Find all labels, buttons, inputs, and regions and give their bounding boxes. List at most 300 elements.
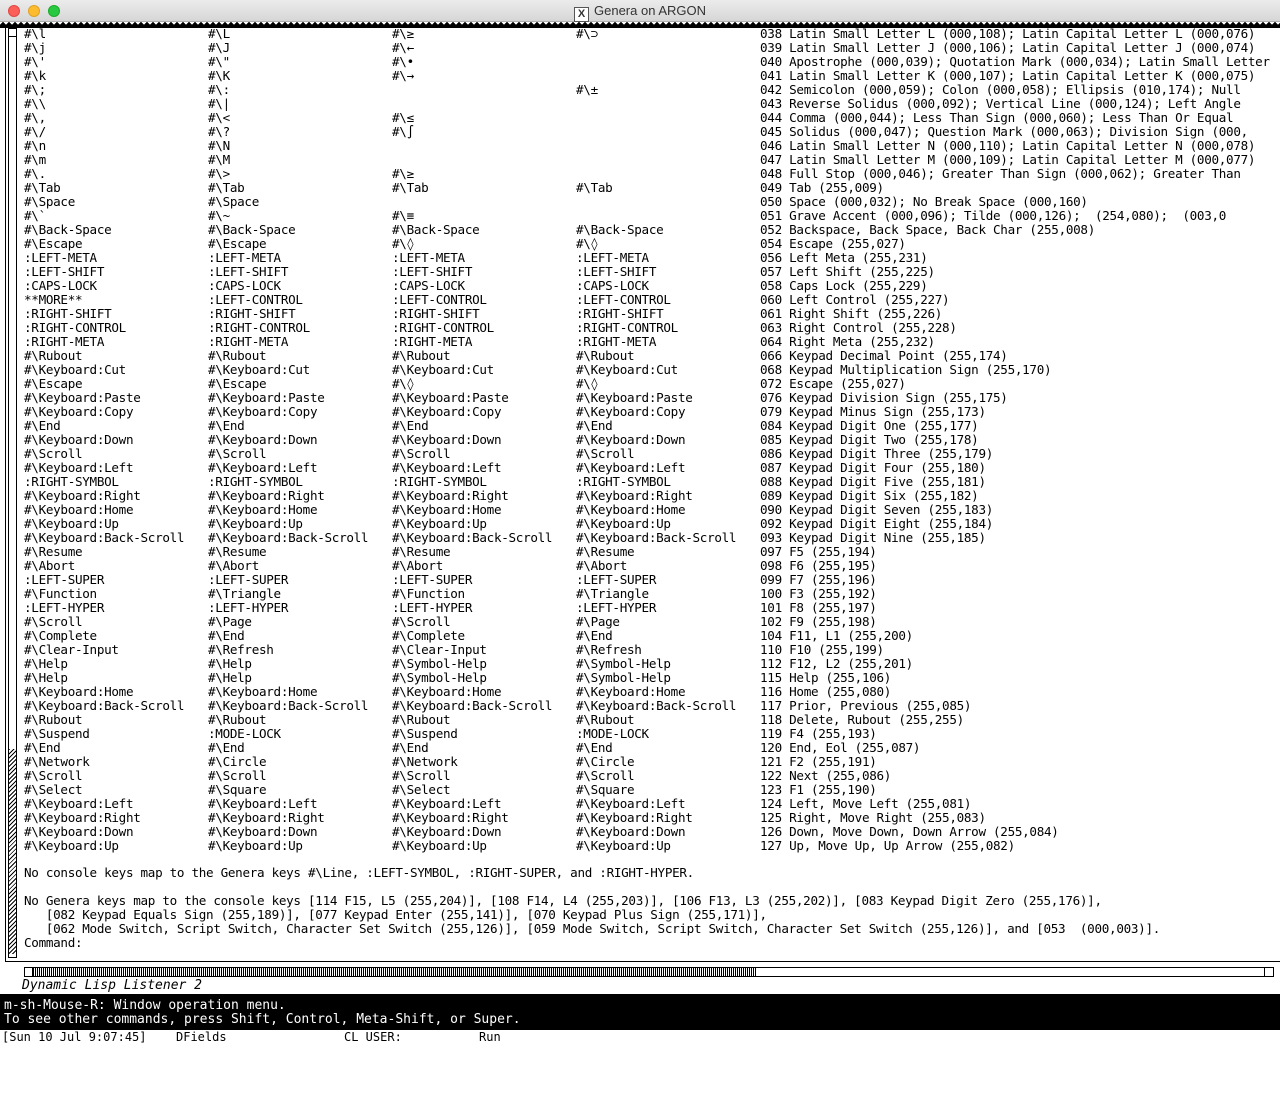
table-row[interactable]: [24, 223, 1280, 237]
plain-key-cell: #\n: [24, 139, 46, 153]
symbol-shift-key-cell: #\Keyboard:Back-Scroll: [576, 531, 737, 545]
command-prompt[interactable]: Command:: [24, 935, 83, 950]
symbol-shift-key-cell: :LEFT-SHIFT: [576, 265, 657, 279]
plain-key-cell: #\Keyboard:Copy: [24, 405, 134, 419]
plain-key-cell: #\Scroll: [24, 769, 83, 783]
table-row[interactable]: [24, 167, 1280, 181]
shift-key-cell: #\Keyboard:Back-Scroll: [208, 531, 369, 545]
shift-key-cell: #\Scroll: [208, 447, 267, 461]
table-row[interactable]: [24, 713, 1280, 727]
table-row[interactable]: [24, 209, 1280, 223]
symbol-key-cell: #\Symbol-Help: [392, 671, 487, 685]
table-row[interactable]: [24, 741, 1280, 755]
plain-key-cell: #\Keyboard:Back-Scroll: [24, 531, 185, 545]
symbol-key-cell: :CAPS-LOCK: [392, 279, 465, 293]
shift-key-cell: :RIGHT-CONTROL: [208, 321, 310, 335]
plain-key-cell: #\.: [24, 167, 46, 181]
title-bar[interactable]: [0, 0, 1280, 22]
plain-key-cell: :RIGHT-META: [24, 335, 105, 349]
table-row[interactable]: [24, 545, 1280, 559]
plain-key-cell: #\Keyboard:Home: [24, 685, 134, 699]
shift-key-cell: :LEFT-SUPER: [208, 573, 289, 587]
table-row[interactable]: [24, 97, 1280, 111]
console-key-cell: 116 Home (255,080): [760, 685, 892, 699]
shift-key-cell: #\|: [208, 97, 230, 111]
symbol-key-cell: #\∫: [392, 125, 414, 139]
symbol-key-cell: #\Keyboard:Left: [392, 797, 502, 811]
scroll-top-box[interactable]: [9, 29, 16, 37]
plain-key-cell: #\Keyboard:Left: [24, 461, 134, 475]
shift-key-cell: :LEFT-HYPER: [208, 601, 289, 615]
console-key-cell: 064 Right Meta (255,232): [760, 335, 935, 349]
console-key-cell: 118 Delete, Rubout (255,255): [760, 713, 964, 727]
shift-key-cell: #\End: [208, 419, 245, 433]
console-key-cell: 110 F10 (255,199): [760, 643, 884, 657]
symbol-shift-key-cell: #\Tab: [576, 181, 613, 195]
table-row[interactable]: [24, 475, 1280, 489]
window-title-text: Genera on ARGON: [594, 3, 706, 18]
mouse-doc-line-2: To see other commands, press Shift, Control, Meta-Shift, or Super.: [4, 1012, 521, 1027]
status-line: [0, 1030, 1280, 1046]
symbol-key-cell: #\End: [392, 419, 429, 433]
console-key-cell: 085 Keypad Digit Two (255,178): [760, 433, 979, 447]
symbol-shift-key-cell: #\Scroll: [576, 447, 635, 461]
table-row[interactable]: [24, 657, 1280, 671]
symbol-shift-key-cell: :RIGHT-SYMBOL: [576, 475, 671, 489]
symbol-shift-key-cell: :LEFT-HYPER: [576, 601, 657, 615]
console-key-cell: 124 Left, Move Left (255,081): [760, 797, 972, 811]
table-row[interactable]: [24, 769, 1280, 783]
console-key-cell: 049 Tab (255,009): [760, 181, 884, 195]
shift-key-cell: #\Help: [208, 671, 252, 685]
symbol-shift-key-cell: #\Keyboard:Back-Scroll: [576, 699, 737, 713]
table-row[interactable]: [24, 195, 1280, 209]
console-key-cell: 047 Latin Small Letter M (000,109); Latin Capital Letter M (000,077): [760, 153, 1256, 167]
table-row[interactable]: [24, 797, 1280, 811]
plain-key-cell: #\Help: [24, 657, 68, 671]
table-row[interactable]: [24, 601, 1280, 615]
symbol-shift-key-cell: #\Keyboard:Cut: [576, 363, 678, 377]
console-key-cell: 099 F7 (255,196): [760, 573, 877, 587]
console-key-cell: 042 Semicolon (000,059); Colon (000,058); Ellipsis (010,174); Null: [760, 83, 1241, 97]
table-row[interactable]: [24, 447, 1280, 461]
symbol-key-cell: #\→: [392, 69, 414, 83]
plain-key-cell: #\k: [24, 69, 46, 83]
plain-key-cell: #\Select: [24, 783, 83, 797]
table-row[interactable]: [24, 419, 1280, 433]
console-key-cell: 043 Reverse Solidus (000,092); Vertical Line (000,124); Left Angle: [760, 97, 1241, 111]
key-mapping-table: [24, 27, 1280, 853]
symbol-key-cell: #\Keyboard:Cut: [392, 363, 494, 377]
table-row[interactable]: [24, 811, 1280, 825]
shift-key-cell: #\Back-Space: [208, 223, 296, 237]
symbol-shift-key-cell: #\Keyboard:Copy: [576, 405, 686, 419]
plain-key-cell: #\Keyboard:Cut: [24, 363, 126, 377]
shift-key-cell: #\?: [208, 125, 230, 139]
console-key-cell: 121 F2 (255,191): [760, 755, 877, 769]
horizontal-scrollbar[interactable]: [24, 967, 1274, 977]
symbol-key-cell: #\Keyboard:Paste: [392, 391, 509, 405]
table-row[interactable]: [24, 251, 1280, 265]
table-row[interactable]: [24, 125, 1280, 139]
console-key-cell: 052 Backspace, Back Space, Back Char (255,008): [760, 223, 1095, 237]
symbol-shift-key-cell: #\±: [576, 83, 598, 97]
symbol-shift-key-cell: #\Symbol-Help: [576, 671, 671, 685]
symbol-key-cell: #\≡: [392, 209, 414, 223]
plain-key-cell: #\m: [24, 153, 46, 167]
plain-key-cell: #\Keyboard:Paste: [24, 391, 141, 405]
console-key-cell: 063 Right Control (255,228): [760, 321, 957, 335]
symbol-key-cell: #\≥: [392, 167, 414, 181]
console-key-cell: 117 Prior, Previous (255,085): [760, 699, 972, 713]
shift-key-cell: #\K: [208, 69, 230, 83]
shift-key-cell: #\Page: [208, 615, 252, 629]
console-key-cell: 050 Space (000,032); No Break Space (000,160): [760, 195, 1088, 209]
symbol-shift-key-cell: #\◊: [576, 237, 598, 251]
table-row[interactable]: [24, 293, 1280, 307]
plain-key-cell: #\Keyboard:Down: [24, 825, 134, 839]
shift-key-cell: #\:: [208, 83, 230, 97]
table-row[interactable]: [24, 307, 1280, 321]
table-row[interactable]: [24, 489, 1280, 503]
table-row[interactable]: [24, 699, 1280, 713]
symbol-shift-key-cell: #\Circle: [576, 755, 635, 769]
table-row[interactable]: [24, 503, 1280, 517]
plain-key-cell: #\Escape: [24, 237, 83, 251]
plain-key-cell: :LEFT-HYPER: [24, 601, 105, 615]
plain-key-cell: #\Keyboard:Down: [24, 433, 134, 447]
symbol-shift-key-cell: #\Keyboard:Right: [576, 811, 693, 825]
symbol-key-cell: #\Scroll: [392, 769, 451, 783]
symbol-shift-key-cell: #\Abort: [576, 559, 627, 573]
console-key-cell: 092 Keypad Digit Eight (255,184): [760, 517, 994, 531]
plain-key-cell: #\Back-Space: [24, 223, 112, 237]
symbol-key-cell: #\≥: [392, 27, 414, 41]
plain-key-cell: :LEFT-SHIFT: [24, 265, 105, 279]
scroll-right-box[interactable]: [1264, 968, 1273, 976]
plain-key-cell: #\\: [24, 97, 46, 111]
shift-key-cell: #\M: [208, 153, 230, 167]
shift-key-cell: #\Help: [208, 657, 252, 671]
shift-key-cell: #\Keyboard:Up: [208, 517, 303, 531]
shift-key-cell: #\>: [208, 167, 230, 181]
symbol-shift-key-cell: :LEFT-CONTROL: [576, 293, 671, 307]
shift-key-cell: #\Keyboard:Cut: [208, 363, 310, 377]
symbol-key-cell: #\End: [392, 741, 429, 755]
console-key-cell: 046 Latin Small Letter N (000,110); Latin Capital Letter N (000,078): [760, 139, 1256, 153]
symbol-key-cell: #\Abort: [392, 559, 443, 573]
x11-icon: X: [574, 7, 589, 22]
console-key-cell: 056 Left Meta (255,231): [760, 251, 928, 265]
shift-key-cell: #\Keyboard:Home: [208, 503, 318, 517]
plain-key-cell: #\l: [24, 27, 46, 41]
table-row[interactable]: [24, 349, 1280, 363]
table-row[interactable]: [24, 335, 1280, 349]
console-key-cell: 045 Solidus (000,047); Question Mark (000,063); Division Sign (000,: [760, 125, 1248, 139]
console-key-cell: 100 F3 (255,192): [760, 587, 877, 601]
table-row[interactable]: [24, 517, 1280, 531]
console-key-cell: 122 Next (255,086): [760, 769, 892, 783]
symbol-key-cell: :RIGHT-SHIFT: [392, 307, 480, 321]
plain-key-cell: #\Function: [24, 587, 97, 601]
console-key-cell: 093 Keypad Digit Nine (255,185): [760, 531, 986, 545]
shift-key-cell: :RIGHT-SHIFT: [208, 307, 296, 321]
table-row[interactable]: [24, 461, 1280, 475]
vertical-scroll-thumb[interactable]: [9, 749, 16, 954]
plain-key-cell: #\Tab: [24, 181, 61, 195]
window-label: Dynamic Lisp Listener 2: [22, 978, 203, 993]
symbol-shift-key-cell: #\Keyboard:Home: [576, 503, 686, 517]
shift-key-cell: #\Keyboard:Copy: [208, 405, 318, 419]
table-row[interactable]: [24, 783, 1280, 797]
symbol-shift-key-cell: #\Keyboard:Paste: [576, 391, 693, 405]
horizontal-scroll-thumb[interactable]: [33, 968, 757, 976]
table-row[interactable]: [24, 153, 1280, 167]
console-key-cell: 126 Down, Move Down, Down Arrow (255,084): [760, 825, 1059, 839]
symbol-key-cell: #\Scroll: [392, 615, 451, 629]
shift-key-cell: :MODE-LOCK: [208, 727, 281, 741]
plain-key-cell: #\': [24, 55, 46, 69]
symbol-key-cell: :RIGHT-SYMBOL: [392, 475, 487, 489]
shift-key-cell: #\Resume: [208, 545, 267, 559]
console-key-cell: 112 F12, L2 (255,201): [760, 657, 913, 671]
symbol-key-cell: #\Rubout: [392, 713, 451, 727]
symbol-key-cell: #\Keyboard:Back-Scroll: [392, 699, 553, 713]
plain-key-cell: #\Rubout: [24, 713, 83, 727]
plain-key-cell: #\Escape: [24, 377, 83, 391]
symbol-key-cell: #\Keyboard:Back-Scroll: [392, 531, 553, 545]
table-row[interactable]: [24, 27, 1280, 41]
shift-key-cell: #\Tab: [208, 181, 245, 195]
console-key-cell: 040 Apostrophe (000,039); Quotation Mark (000,034); Latin Small Letter: [760, 55, 1270, 69]
shift-key-cell: #\Keyboard:Up: [208, 839, 303, 853]
window-title: [0, 0, 1280, 22]
console-key-cell: 061 Right Shift (255,226): [760, 307, 943, 321]
symbol-shift-key-cell: #\⊃: [576, 27, 598, 41]
symbol-shift-key-cell: #\End: [576, 741, 613, 755]
symbol-shift-key-cell: :RIGHT-SHIFT: [576, 307, 664, 321]
plain-key-cell: #\Resume: [24, 545, 83, 559]
table-row[interactable]: [24, 111, 1280, 125]
table-row[interactable]: [24, 587, 1280, 601]
console-key-cell: 097 F5 (255,194): [760, 545, 877, 559]
no-console-keys-message: No console keys map to the Genera keys #\Line, :LEFT-SYMBOL, :RIGHT-SUPER, and :RIGHT-HYPER.: [24, 865, 694, 880]
plain-key-cell: #\Keyboard:Right: [24, 489, 141, 503]
shift-key-cell: #\Scroll: [208, 769, 267, 783]
console-key-cell: 087 Keypad Digit Four (255,180): [760, 461, 986, 475]
shift-key-cell: #\J: [208, 41, 230, 55]
symbol-key-cell: #\◊: [392, 377, 414, 391]
console-key-cell: 060 Left Control (255,227): [760, 293, 950, 307]
symbol-key-cell: #\Symbol-Help: [392, 657, 487, 671]
table-row[interactable]: [24, 41, 1280, 55]
status-user: CL USER:: [344, 1030, 402, 1044]
shift-key-cell: #\Keyboard:Left: [208, 797, 318, 811]
console-key-cell: 089 Keypad Digit Six (255,182): [760, 489, 979, 503]
symbol-key-cell: #\Suspend: [392, 727, 458, 741]
symbol-key-cell: #\Keyboard:Home: [392, 503, 502, 517]
symbol-key-cell: #\Resume: [392, 545, 451, 559]
plain-key-cell: #\Clear-Input: [24, 643, 119, 657]
table-row[interactable]: [24, 55, 1280, 69]
shift-key-cell: #\Escape: [208, 237, 267, 251]
table-row[interactable]: [24, 279, 1280, 293]
symbol-key-cell: :RIGHT-CONTROL: [392, 321, 494, 335]
console-key-cell: 086 Keypad Digit Three (255,179): [760, 447, 994, 461]
console-key-cell: 123 F1 (255,190): [760, 783, 877, 797]
shift-key-cell: #\Keyboard:Down: [208, 825, 318, 839]
symbol-key-cell: :LEFT-HYPER: [392, 601, 473, 615]
plain-key-cell: #\Keyboard:Back-Scroll: [24, 699, 185, 713]
shift-key-cell: #\Triangle: [208, 587, 281, 601]
table-row[interactable]: [24, 69, 1280, 83]
plain-key-cell: :RIGHT-SHIFT: [24, 307, 112, 321]
shift-key-cell: :LEFT-SHIFT: [208, 265, 289, 279]
table-row[interactable]: [24, 531, 1280, 545]
table-row[interactable]: [24, 755, 1280, 769]
table-row[interactable]: [24, 643, 1280, 657]
console-key-cell: 127 Up, Move Up, Up Arrow (255,082): [760, 839, 1015, 853]
console-key-cell: 120 End, Eol (255,087): [760, 741, 921, 755]
symbol-key-cell: :LEFT-SHIFT: [392, 265, 473, 279]
symbol-shift-key-cell: #\Triangle: [576, 587, 649, 601]
symbol-key-cell: :LEFT-SUPER: [392, 573, 473, 587]
symbol-key-cell: #\Keyboard:Left: [392, 461, 502, 475]
plain-key-cell: :CAPS-LOCK: [24, 279, 97, 293]
plain-key-cell: :LEFT-SUPER: [24, 573, 105, 587]
symbol-key-cell: #\Select: [392, 783, 451, 797]
plain-key-cell: #\Scroll: [24, 615, 83, 629]
table-row[interactable]: [24, 629, 1280, 643]
table-row[interactable]: [24, 405, 1280, 419]
symbol-shift-key-cell: #\Keyboard:Left: [576, 461, 686, 475]
console-key-cell: 041 Latin Small Letter K (000,107); Latin Capital Letter K (000,075): [760, 69, 1256, 83]
symbol-shift-key-cell: #\Scroll: [576, 769, 635, 783]
symbol-shift-key-cell: :CAPS-LOCK: [576, 279, 649, 293]
console-key-cell: 104 F11, L1 (255,200): [760, 629, 913, 643]
shift-key-cell: #\End: [208, 629, 245, 643]
shift-key-cell: :LEFT-META: [208, 251, 281, 265]
scroll-left-box[interactable]: [25, 968, 33, 976]
table-row[interactable]: [24, 83, 1280, 97]
symbol-shift-key-cell: #\Page: [576, 615, 620, 629]
status-state: Run: [479, 1030, 501, 1044]
shift-key-cell: #\Keyboard:Right: [208, 811, 325, 825]
symbol-shift-key-cell: #\Keyboard:Home: [576, 685, 686, 699]
symbol-key-cell: #\Keyboard:Right: [392, 811, 509, 825]
symbol-key-cell: #\Network: [392, 755, 458, 769]
console-key-cell: 090 Keypad Digit Seven (255,183): [760, 503, 994, 517]
console-key-cell: 044 Comma (000,044); Less Than Sign (000,060); Less Than Or Equal: [760, 111, 1234, 125]
table-row[interactable]: [24, 825, 1280, 839]
console-key-cell: 119 F4 (255,193): [760, 727, 877, 741]
table-row[interactable]: [24, 391, 1280, 405]
status-package: DFields: [176, 1030, 227, 1044]
table-row[interactable]: [24, 839, 1280, 853]
symbol-shift-key-cell: #\Rubout: [576, 349, 635, 363]
table-row[interactable]: [24, 321, 1280, 335]
plain-key-cell: #\Suspend: [24, 727, 90, 741]
symbol-key-cell: :LEFT-META: [392, 251, 465, 265]
console-key-cell: 058 Caps Lock (255,229): [760, 279, 928, 293]
table-row[interactable]: [24, 615, 1280, 629]
symbol-shift-key-cell: #\Resume: [576, 545, 635, 559]
symbol-key-cell: #\•: [392, 55, 414, 69]
symbol-shift-key-cell: :RIGHT-META: [576, 335, 657, 349]
table-row[interactable]: [24, 433, 1280, 447]
symbol-key-cell: :LEFT-CONTROL: [392, 293, 487, 307]
shift-key-cell: :RIGHT-META: [208, 335, 289, 349]
symbol-key-cell: #\Clear-Input: [392, 643, 487, 657]
shift-key-cell: #\Refresh: [208, 643, 274, 657]
table-row[interactable]: [24, 727, 1280, 741]
symbol-shift-key-cell: #\Keyboard:Up: [576, 839, 671, 853]
table-row[interactable]: [24, 237, 1280, 251]
table-row[interactable]: [24, 377, 1280, 391]
symbol-shift-key-cell: #\Keyboard:Up: [576, 517, 671, 531]
symbol-shift-key-cell: :RIGHT-CONTROL: [576, 321, 678, 335]
plain-key-cell: #\/: [24, 125, 46, 139]
shift-key-cell: #\Keyboard:Paste: [208, 391, 325, 405]
table-row[interactable]: [24, 671, 1280, 685]
no-genera-keys-message-line-3: [062 Mode Switch, Script Switch, Character Set Switch (255,126)], [059 Mode Switch, Script Switch, Character Set Switch (255,126)], and [053 (000,003)].: [24, 921, 1161, 936]
console-key-cell: 057 Left Shift (255,225): [760, 265, 935, 279]
plain-key-cell: #\Keyboard:Left: [24, 797, 134, 811]
shift-key-cell: #\Rubout: [208, 713, 267, 727]
symbol-key-cell: #\≤: [392, 111, 414, 125]
shift-key-cell: :LEFT-CONTROL: [208, 293, 303, 307]
symbol-shift-key-cell: #\Rubout: [576, 713, 635, 727]
table-row[interactable]: [24, 363, 1280, 377]
symbol-key-cell: #\Function: [392, 587, 465, 601]
status-date: [Sun 10 Jul 9:07:45]: [2, 1030, 147, 1044]
console-key-cell: 098 F6 (255,195): [760, 559, 877, 573]
symbol-key-cell: :RIGHT-META: [392, 335, 473, 349]
table-row[interactable]: [24, 559, 1280, 573]
plain-key-cell: :RIGHT-SYMBOL: [24, 475, 119, 489]
table-row[interactable]: [24, 265, 1280, 279]
plain-key-cell: #\Space: [24, 195, 75, 209]
shift-key-cell: :CAPS-LOCK: [208, 279, 281, 293]
table-row[interactable]: [24, 181, 1280, 195]
symbol-shift-key-cell: #\Keyboard:Right: [576, 489, 693, 503]
plain-key-cell: #\End: [24, 419, 61, 433]
shift-key-cell: #\End: [208, 741, 245, 755]
symbol-key-cell: #\Keyboard:Home: [392, 685, 502, 699]
plain-key-cell: #\Scroll: [24, 447, 83, 461]
symbol-key-cell: #\Keyboard:Down: [392, 433, 502, 447]
mouse-doc-line-1: m-sh-Mouse-R: Window operation menu.: [4, 998, 286, 1013]
symbol-key-cell: #\Keyboard:Up: [392, 517, 487, 531]
table-row[interactable]: [24, 573, 1280, 587]
table-row[interactable]: [24, 139, 1280, 153]
console-key-cell: 102 F9 (255,198): [760, 615, 877, 629]
symbol-shift-key-cell: #\Keyboard:Down: [576, 825, 686, 839]
shift-key-cell: #\Square: [208, 783, 267, 797]
symbol-shift-key-cell: #\End: [576, 419, 613, 433]
symbol-key-cell: #\Rubout: [392, 349, 451, 363]
shift-key-cell: #\Keyboard:Home: [208, 685, 318, 699]
symbol-key-cell: #\Scroll: [392, 447, 451, 461]
plain-key-cell: #\;: [24, 83, 46, 97]
shift-key-cell: #\": [208, 55, 230, 69]
plain-key-cell: #\Help: [24, 671, 68, 685]
no-genera-keys-message-line-2: [082 Keypad Equals Sign (255,189)], [077 Keypad Enter (255,141)], [070 Keypad Plus Sign (255,171)],: [24, 907, 767, 922]
shift-key-cell: #\N: [208, 139, 230, 153]
table-row[interactable]: [24, 685, 1280, 699]
symbol-key-cell: #\Keyboard:Down: [392, 825, 502, 839]
vertical-scrollbar[interactable]: [8, 28, 17, 958]
